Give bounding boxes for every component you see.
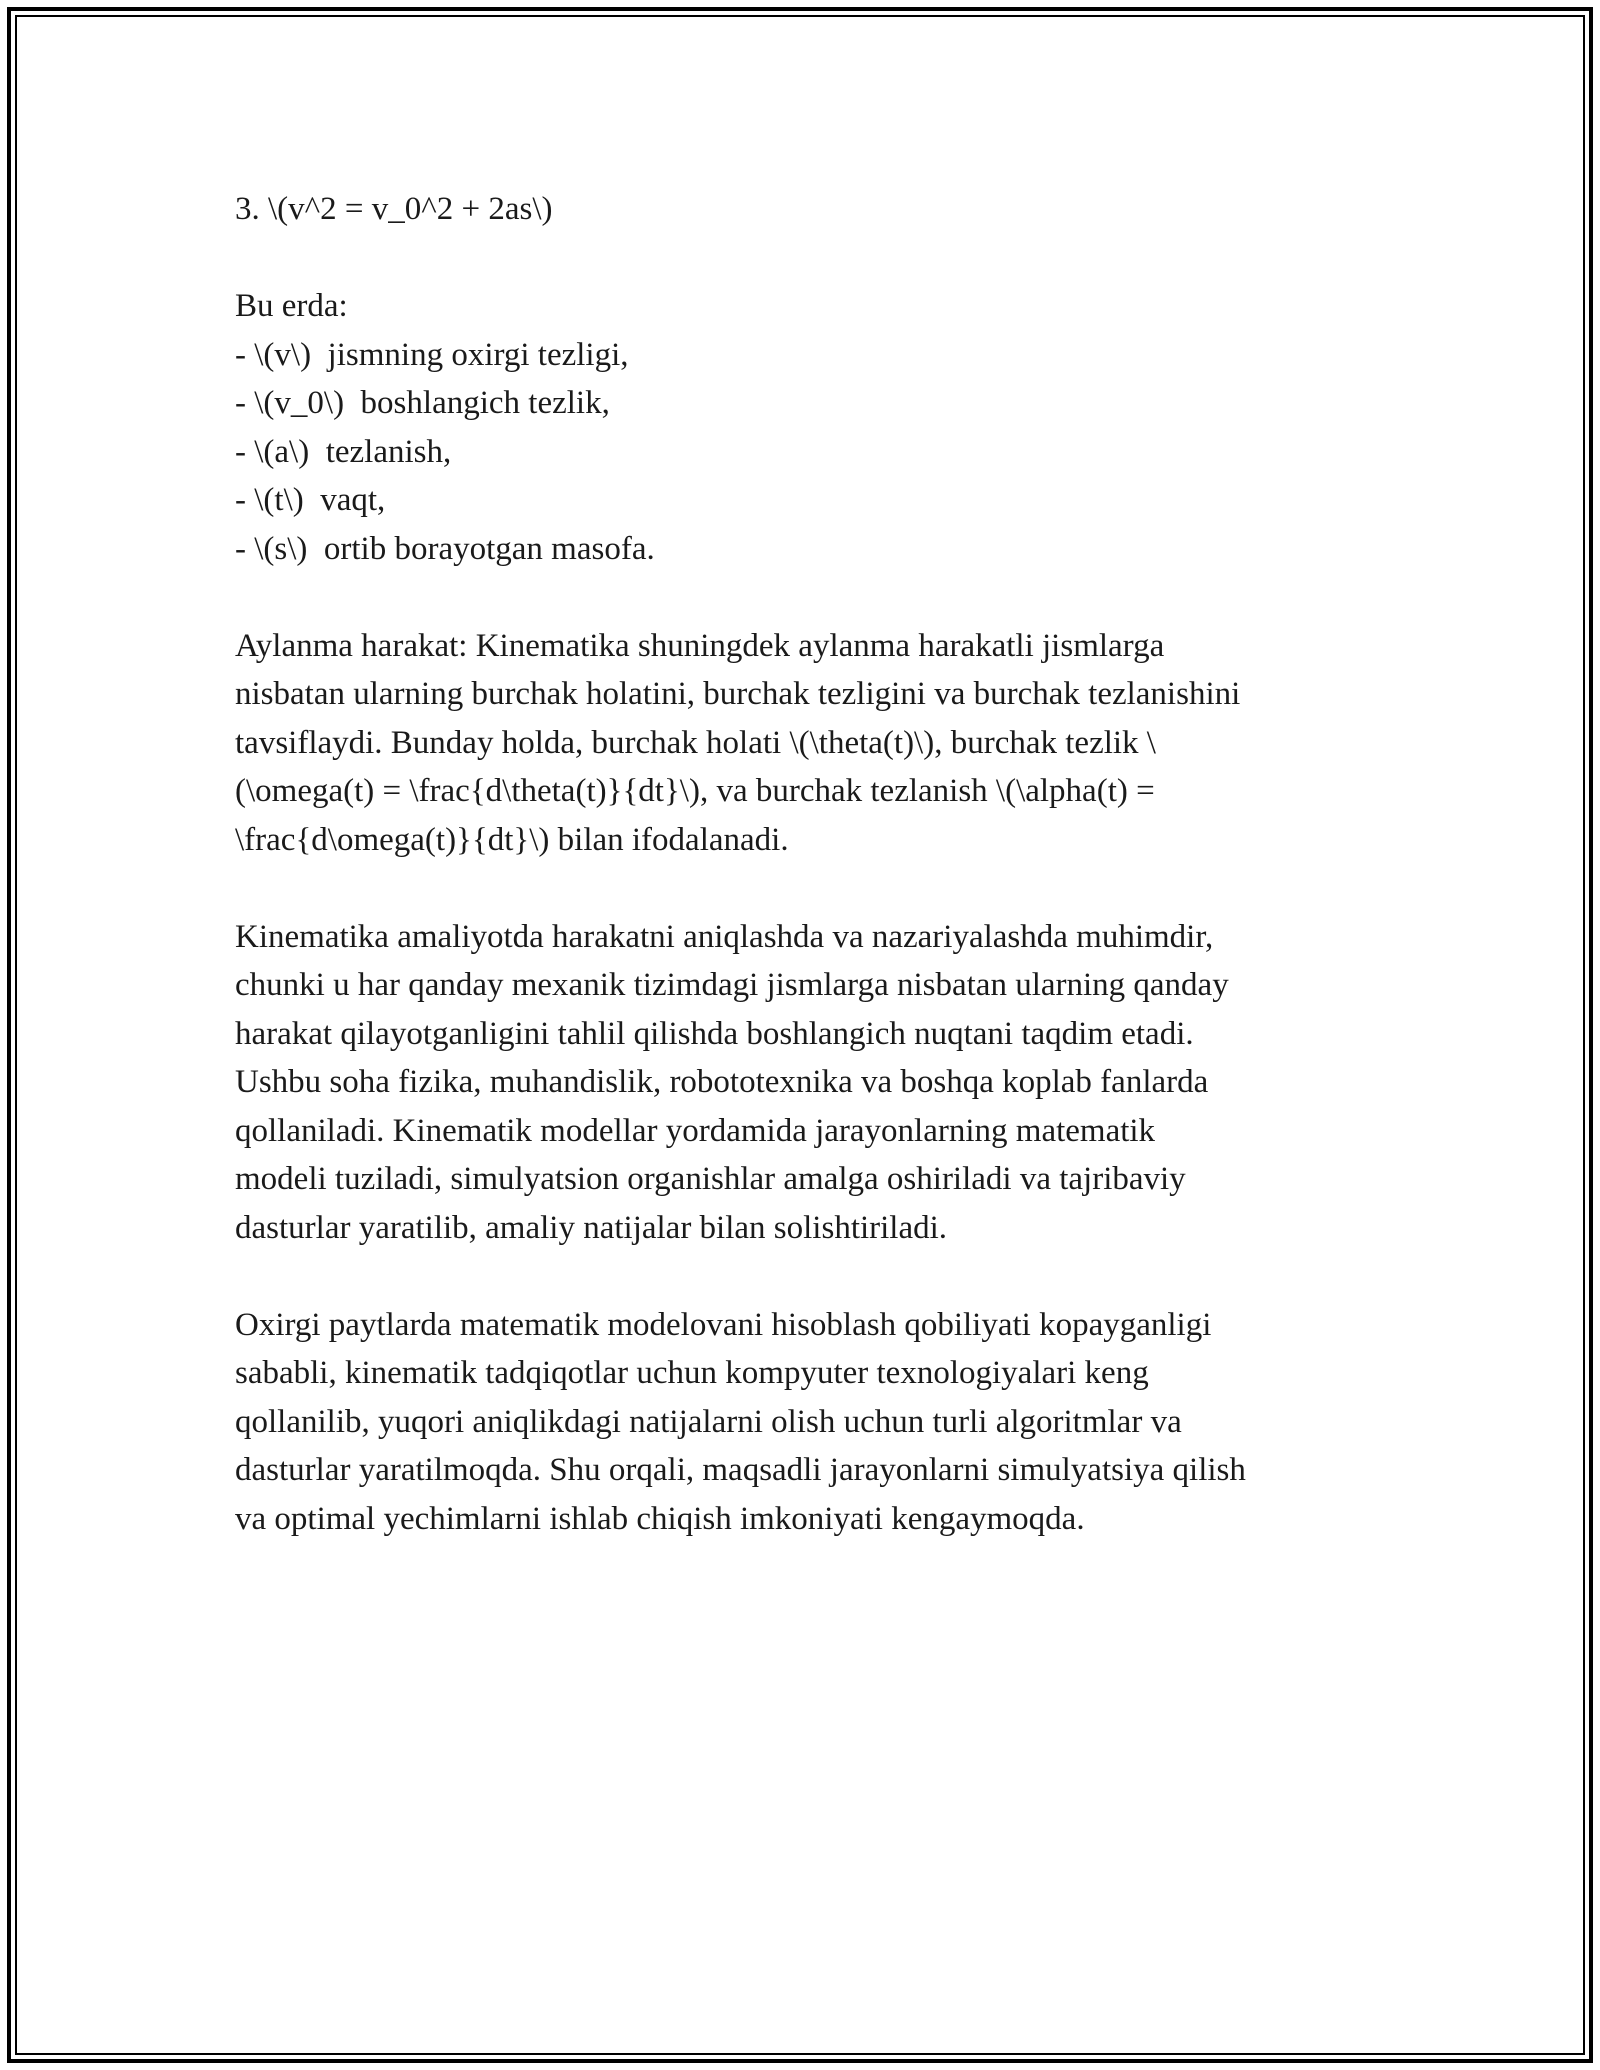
- paragraph-angular-motion: [235, 622, 1385, 865]
- paragraph-importance: [235, 913, 1385, 1253]
- paragraph-line: sababli, kinematik tadqiqotlar uchun kompyuter texnologiyalari keng: [235, 1355, 1149, 1391]
- paragraph-line: nisbatan ularning burchak holatini, burchak tezligini va burchak tezlanishini: [235, 676, 1241, 712]
- paragraph-line: qollanilib, yuqori aniqlikdagi natijalarni olish uchun turli algoritmlar va: [235, 1403, 1182, 1440]
- paragraph-line: \frac{d\omega(t)}{dt}\) bilan ifodalanadi.: [235, 821, 789, 858]
- definition-item: - \(v_0\) boshlangich tezlik,: [235, 385, 610, 421]
- definitions-block: [235, 282, 1385, 573]
- equation-line: 3. \(v^2 = v_0^2 + 2as\): [235, 191, 553, 227]
- paragraph-line: dasturlar yaratilib, amaliy natijalar bilan solishtiriladi.: [235, 1209, 948, 1246]
- paragraph-line: qollaniladi. Kinematik modellar yordamida jarayonlarning matematik: [235, 1112, 1156, 1149]
- definition-item: - \(a\) tezlanish,: [235, 433, 452, 470]
- paragraph-line: Kinematika amaliyotda harakatni aniqlashda va nazariyalashda muhimdir,: [235, 918, 1214, 955]
- document-body: [235, 185, 1385, 1543]
- paragraph-line: Ushbu soha fizika, muhandislik, robototexnika va boshqa koplab fanlarda: [235, 1064, 1209, 1100]
- paragraph-recent-developments: [235, 1301, 1385, 1544]
- equation-block: [235, 185, 1385, 234]
- paragraph-line: Aylanma harakat: Kinematika shuningdek aylanma harakatli jismlarga: [235, 627, 1165, 664]
- definition-item: - \(t\) vaqt,: [235, 482, 386, 518]
- paragraph-line: va optimal yechimlarni ishlab chiqish imkoniyati kengaymoqda.: [235, 1500, 1085, 1537]
- paragraph-line: harakat qilayotganligini tahlil qilishda boshlangich nuqtani taqdim etadi.: [235, 1015, 1194, 1052]
- paragraph-line: Oxirgi paytlarda matematik modelovani hisoblash qobiliyati kopayganligi: [235, 1306, 1212, 1343]
- paragraph-line: (\omega(t) = \frac{d\theta(t)}{dt}\), va burchak tezlanish \(\alpha(t) =: [235, 773, 1155, 809]
- paragraph-line: dasturlar yaratilmoqda. Shu orqali, maqsadli jarayonlarni simulyatsiya qilish: [235, 1452, 1246, 1488]
- definition-item: - \(v\) jismning oxirgi tezligi,: [235, 336, 629, 373]
- paragraph-line: modeli tuziladi, simulyatsion organishlar amalga oshiriladi va tajribaviy: [235, 1161, 1186, 1197]
- paragraph-line: tavsiflaydi. Bunday holda, burchak holati \(\theta(t)\), burchak tezlik \: [235, 724, 1156, 761]
- definition-item: - \(s\) ortib borayotgan masofa.: [235, 530, 655, 567]
- paragraph-line: chunki u har qanday mexanik tizimdagi jismlarga nisbatan ularning qanday: [235, 967, 1229, 1003]
- definitions-heading: Bu erda:: [235, 288, 348, 324]
